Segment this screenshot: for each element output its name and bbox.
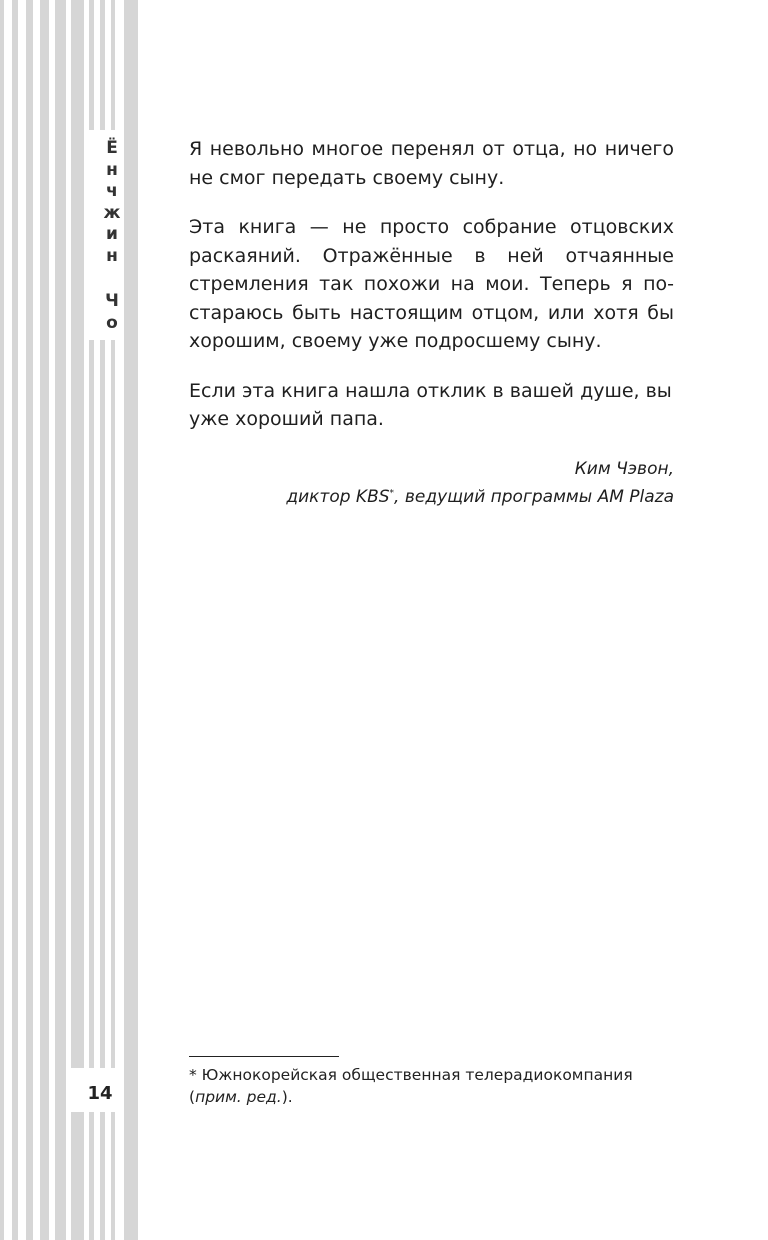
footnote-paren: ( xyxy=(189,1088,196,1106)
footnote-mark[interactable]: * xyxy=(389,487,395,498)
signature-role xyxy=(189,483,674,511)
footnote-note xyxy=(189,1086,674,1108)
footnote-divider xyxy=(189,1056,339,1057)
spine-letter: Ч xyxy=(105,291,119,311)
signature-role-text: диктор KBS xyxy=(286,486,390,507)
main-text xyxy=(189,135,674,511)
spine-letter: и xyxy=(106,224,118,244)
paragraph: Если эта книга нашла отклик в вашей душе, вы уже хороший папа. xyxy=(189,379,672,430)
footnote-editor-note: прим. ред. xyxy=(195,1088,282,1106)
footnote xyxy=(189,1064,674,1108)
footnote-paren: ). xyxy=(281,1088,293,1106)
spine-letter: н xyxy=(106,159,118,180)
author-name-vertical xyxy=(98,138,126,334)
spine-letter: ж xyxy=(103,202,121,223)
paragraph: Эта книга — не просто собрание отцовских раскаяний. Отражённые в ней отчаянные стремления так похожи на мои. Теперь я по-стараюсь быть настоящим отцом, или хотя бы хорошим, своему уже подросшему сыну. xyxy=(189,216,674,352)
signature-name: Ким Чэвон, xyxy=(574,458,674,479)
signature xyxy=(189,455,674,511)
paragraph: Я невольно многое перенял от отца, но ничего не смог передать своему сыну. xyxy=(189,138,674,189)
signature-role-rest: , ведущий программы AM Plaza xyxy=(394,486,674,507)
decorative-stripes xyxy=(0,0,150,1240)
footnote-text: * Южнокорейская общественная телерадиокомпания xyxy=(189,1066,633,1084)
spine-letter: н xyxy=(106,245,118,266)
spine-letter: ч xyxy=(106,181,118,201)
page-number: 14 xyxy=(87,1083,113,1104)
spine-letter: Ё xyxy=(106,138,118,158)
spine-letter: о xyxy=(106,312,118,333)
